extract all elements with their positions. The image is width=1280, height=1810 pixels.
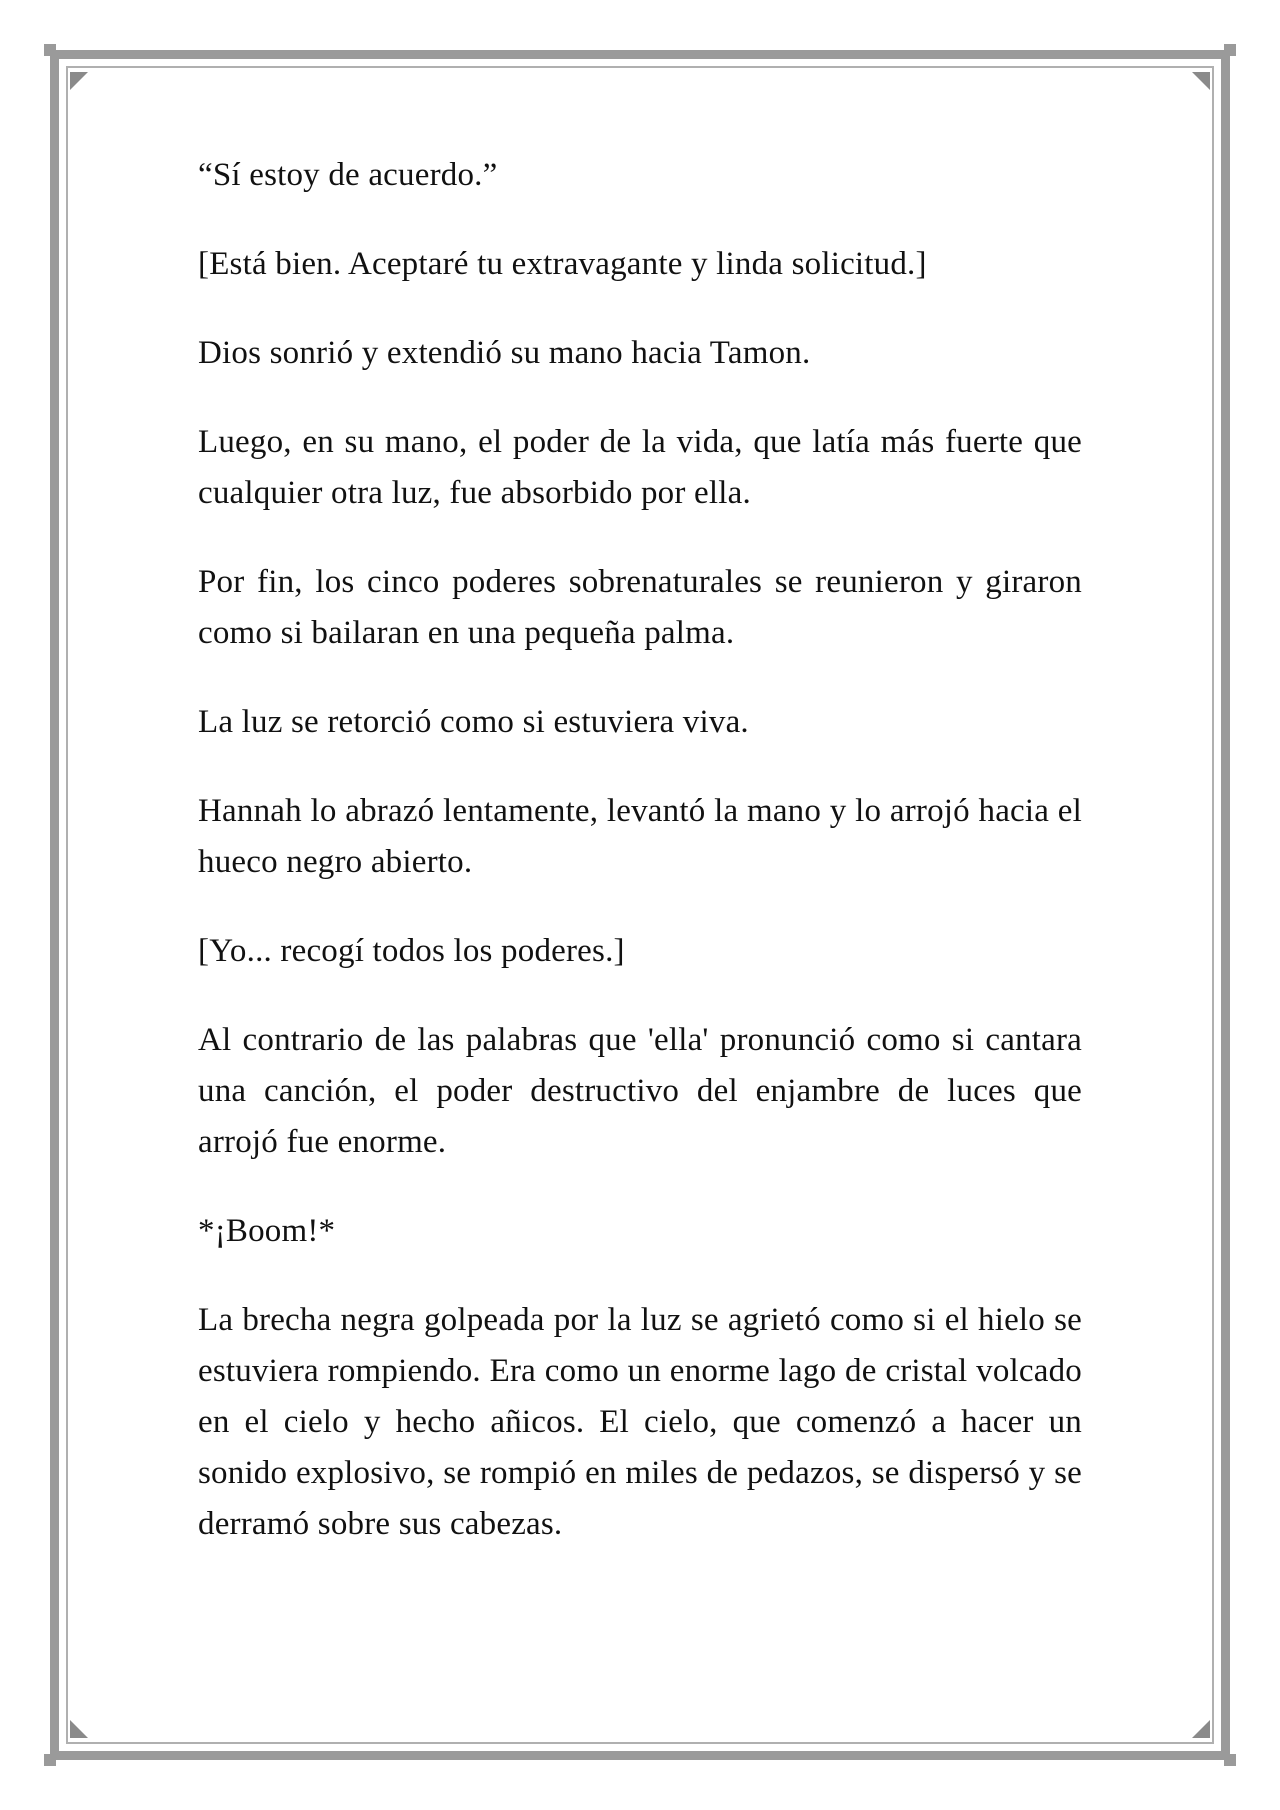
corner-triangle-top-right [1192,72,1210,90]
paragraph: Luego, en su mano, el poder de la vida, que latía más fuerte que cualquier otra luz, fue absorbido por ella. [198,424,1082,511]
paragraph: Al contrario de las palabras que 'ella' pronunció como si cantara una canción, el poder destructivo del enjambre de luces que arrojó fue enorme. [198,1022,1082,1160]
corner-triangle-top-left [70,72,88,90]
paragraph: Por fin, los cinco poderes sobrenaturales se reunieron y giraron como si bailaran en una pequeña palma. [198,564,1082,651]
paragraph: Dios sonrió y extendió su mano hacia Tamon. [198,335,811,371]
frame-corner-ornament-bottom-right [1224,1754,1236,1766]
paragraph: La brecha negra golpeada por la luz se agrietó como si el hielo se estuviera rompiendo. Era como un enorme lago de cristal volcado en el cielo y hecho añicos. El cielo, que comenzó a hacer un sonido explosivo, se rompió en miles de pedazos, se dispersó y se derramó sobre sus cabezas. [198,1302,1082,1542]
paragraph: “Sí estoy de acuerdo.” [198,157,498,193]
frame-corner-ornament-top-right [1224,44,1236,56]
frame-corner-ornament-bottom-left [44,1754,56,1766]
paragraph: [Yo... recogí todos los poderes.] [198,933,625,969]
paragraph: Hannah lo abrazó lentamente, levantó la mano y lo arrojó hacia el hueco negro abierto. [198,793,1082,880]
page-body [198,150,1082,1588]
frame-corner-ornament-top-left [44,44,56,56]
paragraph: La luz se retorció como si estuviera viva. [198,704,749,740]
paragraph: *¡Boom!* [198,1213,336,1249]
corner-triangle-bottom-left [70,1720,88,1738]
paragraph: [Está bien. Aceptaré tu extravagante y linda solicitud.] [198,246,927,282]
corner-triangle-bottom-right [1192,1720,1210,1738]
